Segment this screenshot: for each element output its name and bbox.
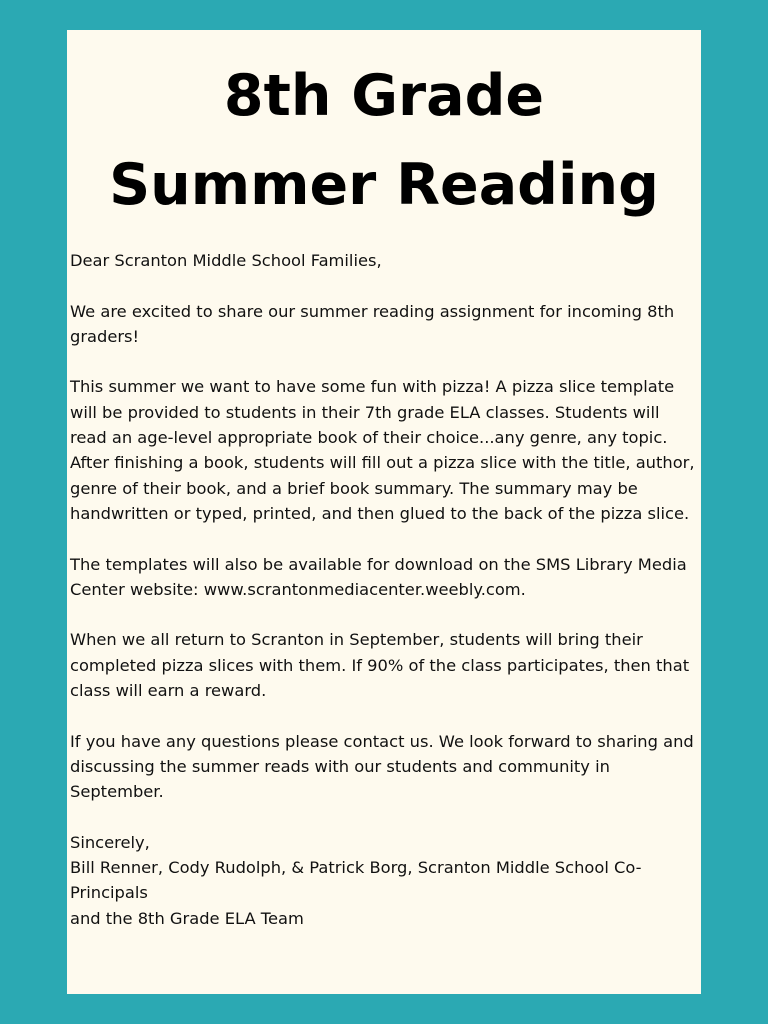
paragraph-assignment: This summer we want to have some fun with pizza! A pizza slice template will be provided to students in their 7th grade ELA classes. Students will read an age-level appropriate book of their choice...any genre, any topic. After finishing a book, students will fill out a pizza slice with the title, author, genre of their book, and a brief book summary. The summary may be handwritten or typed, printed, and then glued to the back of the pizza slice. bbox=[70, 377, 695, 523]
closing: Sincerely, bbox=[70, 832, 150, 852]
page-title bbox=[67, 52, 701, 230]
closing-block bbox=[70, 830, 696, 931]
paragraph-return: When we all return to Scranton in September, students will bring their completed pizza slices with them. If 90% of the class participates, then that class will earn a reward. bbox=[70, 630, 690, 701]
title-line-2: Summer Reading bbox=[109, 152, 659, 218]
greeting: Dear Scranton Middle School Families, bbox=[70, 251, 382, 270]
paragraph-intro: We are excited to share our summer reading assignment for incoming 8th graders! bbox=[70, 301, 675, 346]
signatories: Bill Renner, Cody Rudolph, & Patrick Borg, Scranton Middle School Co-Principals bbox=[70, 858, 642, 903]
document-page bbox=[67, 30, 701, 994]
paragraph-templates: The templates will also be available for download on the SMS Library Media Center website: www.scrantonmediacenter.weebly.com. bbox=[70, 554, 687, 599]
title-line-1: 8th Grade bbox=[223, 63, 545, 129]
paragraph-questions: If you have any questions please contact us. We look forward to sharing and discussing the summer reads with our students and community in September. bbox=[70, 731, 694, 802]
letter-body bbox=[70, 248, 696, 931]
team: and the 8th Grade ELA Team bbox=[70, 908, 304, 928]
